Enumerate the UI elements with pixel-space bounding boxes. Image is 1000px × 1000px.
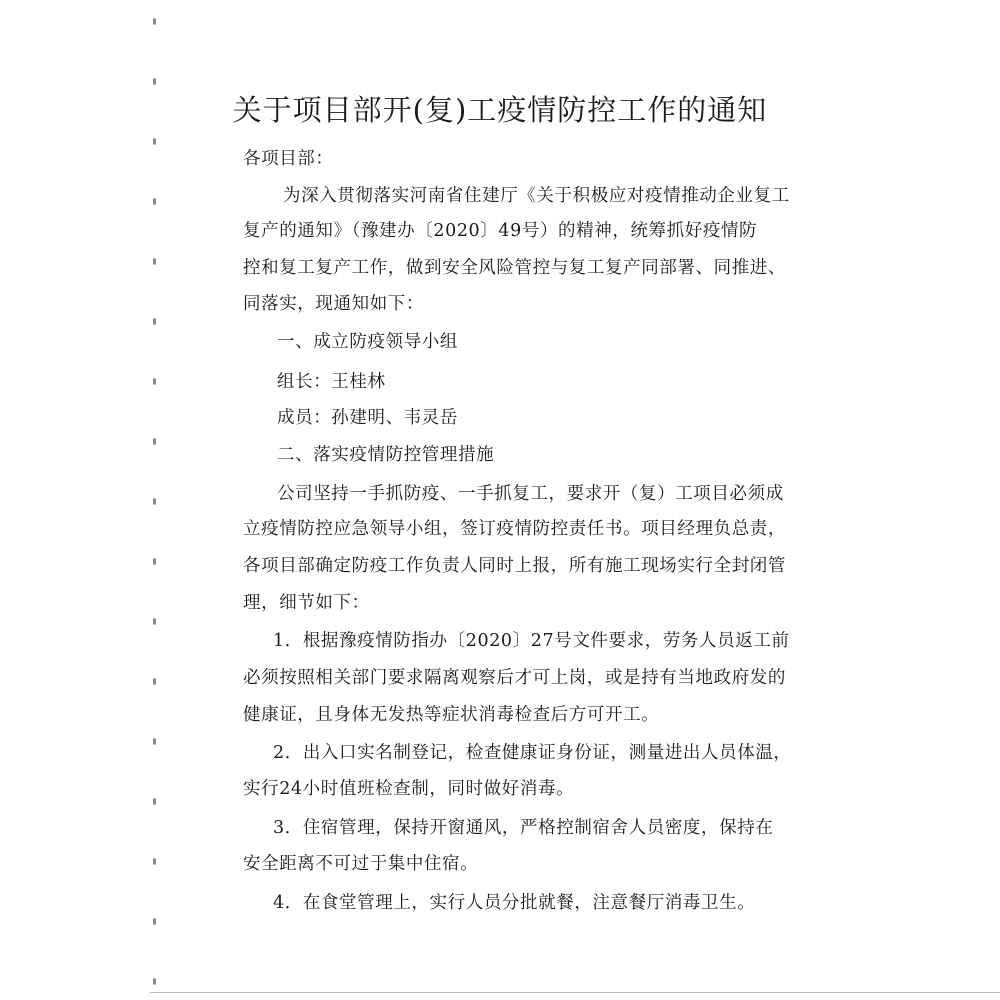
list-item: 3．住宿管理，保持开窗通风，严格控制宿舍人员密度，保持在 [273,818,774,838]
paragraph-line: 实行24小时值班检查制，同时做好消毒。 [243,779,575,799]
list-item: 1．根据豫疫情防指办〔2020〕27号文件要求，劳务人员返工前 [273,631,790,651]
list-item: 4．在食堂管理上，实行人员分批就餐，注意餐厅消毒卫生。 [273,893,756,913]
paragraph-line: 各项目部确定防疫工作负责人同时上报，所有施工现场实行全封闭管 [243,556,786,576]
paragraph-line: 复产的通知》（豫建办〔2020〕49号）的精神，统筹抓好疫情防 [243,221,758,241]
paragraph-line: 健康证，且身体无发热等症状消毒检查后方可开工。 [243,705,660,725]
paragraph-line: 安全距离不可过于集中住宿。 [243,854,479,874]
paragraph-line: 为深入贯彻落实河南省住建厅《关于积极应对疫情推动企业复工 [283,186,790,206]
scan-edge-shadow [153,0,156,1000]
scan-bottom-edge [150,992,1000,993]
section-heading: 一、成立防疫领导小组 [277,332,458,352]
salutation: 各项目部： [243,149,334,169]
paragraph-line: 成员：孙建明、韦灵岳 [277,408,458,428]
paragraph-line: 立疫情防控应急领导小组，签订疫情防控责任书。项目经理负总责， [243,519,786,539]
paragraph-line: 组长：王桂林 [277,372,386,392]
paragraph-line: 必须按照相关部门要求隔离观察后才可上岗，或是持有当地政府发的 [243,668,786,688]
document-title: 关于项目部开(复)工疫情防控工作的通知 [232,93,768,127]
section-heading: 二、落实疫情防控管理措施 [277,445,495,465]
paragraph-line: 控和复工复产工作，做到安全风险管控与复工复产同部署、同推进、 [243,258,786,278]
paragraph-line: 同落实，现通知如下： [243,294,424,314]
list-item: 2．出入口实名制登记，检查健康证身份证，测量进出人员体温， [273,743,792,763]
paragraph-line: 公司坚持一手抓防疫、一手抓复工，要求开（复）工项目必须成 [277,484,784,504]
paragraph-line: 理，细节如下： [243,593,370,613]
